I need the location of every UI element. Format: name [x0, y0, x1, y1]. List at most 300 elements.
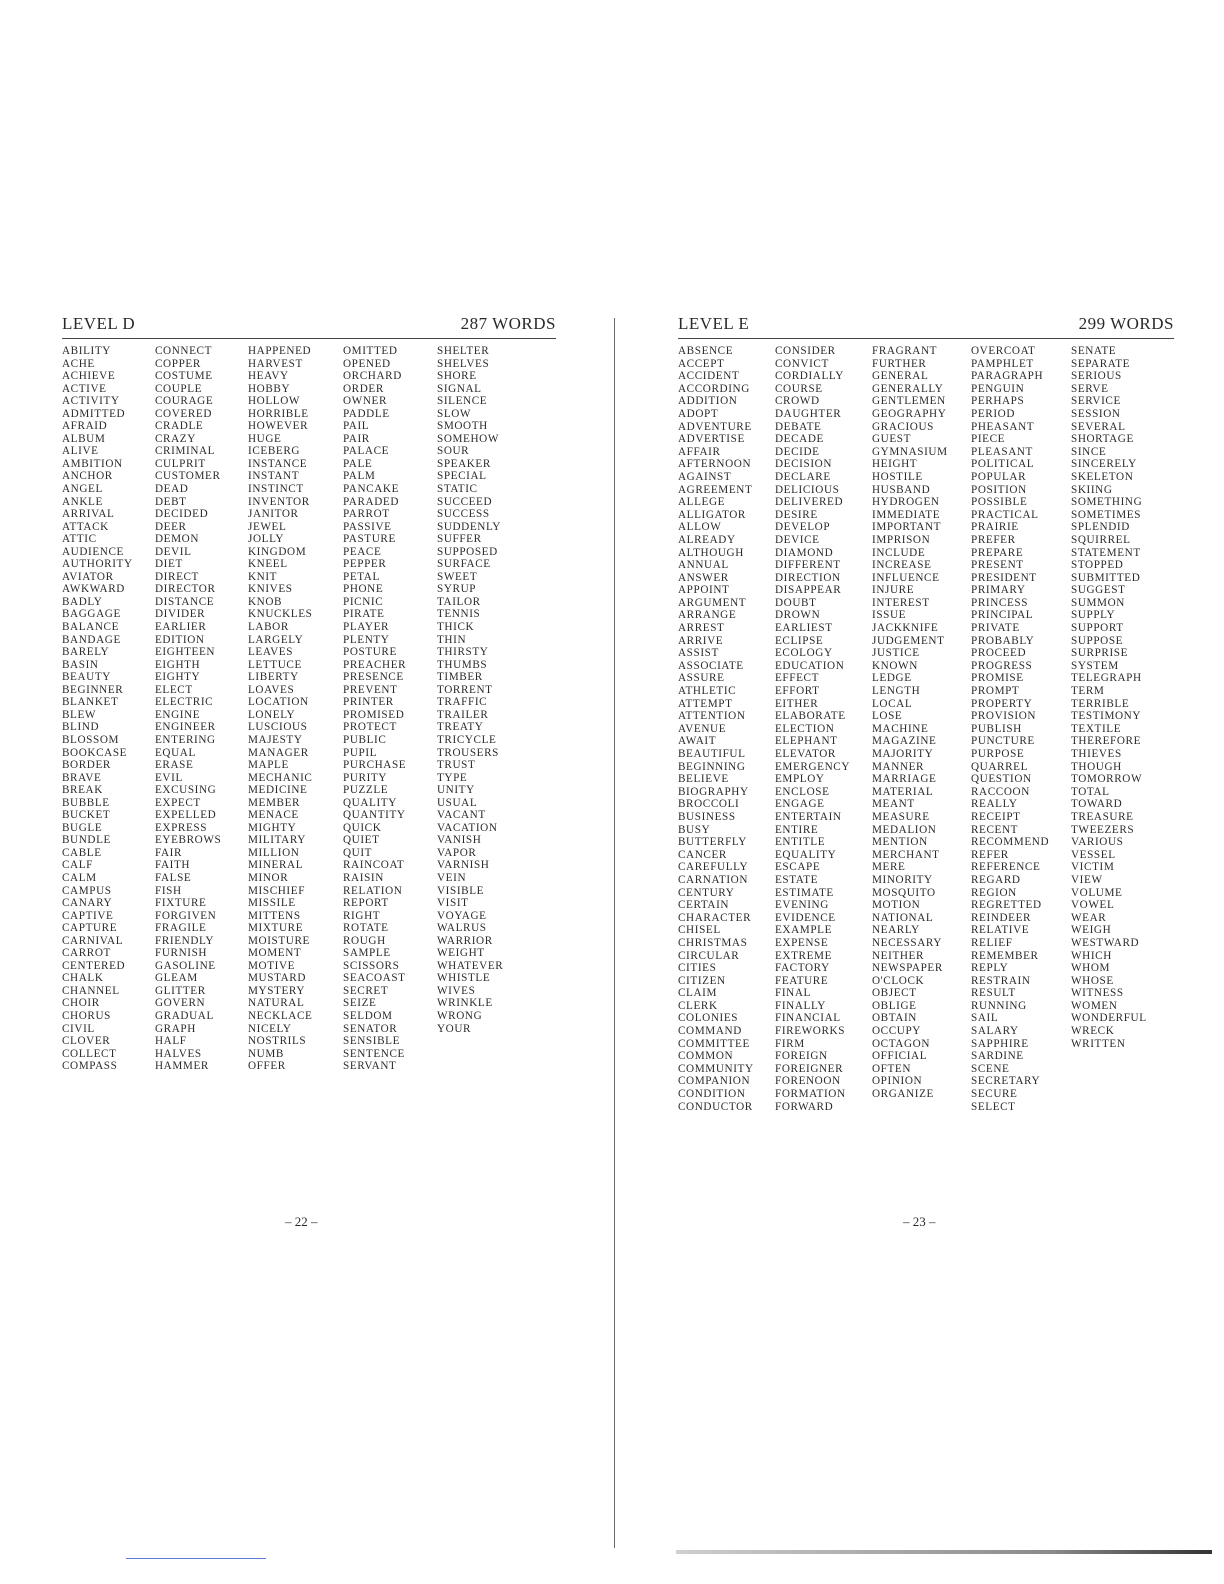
word-entry: WHOSE — [1071, 974, 1114, 987]
word-entry: MEMBER — [248, 796, 301, 809]
word-entry: ALLIGATOR — [678, 508, 746, 521]
word-entry: OFTEN — [872, 1062, 912, 1075]
word-entry: DIRECTOR — [155, 583, 216, 596]
word-entry: HAPPENED — [248, 345, 312, 357]
word-entry: PRINCESS — [971, 596, 1029, 609]
word-entry: DIFFERENT — [775, 559, 841, 572]
word-entry: DIRECT — [155, 570, 199, 583]
word-entry: HALF — [155, 1035, 187, 1048]
word-column — [248, 345, 343, 1073]
word-entry: MEDALION — [872, 823, 937, 836]
word-entry: SERVICE — [1071, 395, 1121, 408]
word-entry: ADVERTISE — [678, 433, 745, 446]
word-entry: BUGLE — [62, 821, 103, 834]
word-entry: ESCAPE — [775, 861, 821, 874]
word-entry: VOWEL — [1071, 899, 1115, 912]
word-entry: MENTION — [872, 836, 928, 849]
word-entry: CHOIR — [62, 997, 100, 1010]
word-entry: MERCHANT — [872, 848, 940, 861]
word-entry: FURNISH — [155, 947, 208, 960]
word-column — [775, 345, 872, 1113]
word-entry: SOUR — [437, 445, 470, 458]
word-entry: PROPERTY — [971, 697, 1033, 710]
word-entry: MILLION — [248, 846, 300, 859]
word-entry: HUSBAND — [872, 483, 931, 496]
word-entry: NUMB — [248, 1047, 284, 1060]
word-entry: KNOB — [248, 595, 283, 608]
word-entry: AVIATOR — [62, 570, 114, 583]
word-entry: FACTORY — [775, 962, 830, 975]
word-entry: MATERIAL — [872, 785, 934, 798]
word-entry: REPLY — [971, 962, 1009, 975]
word-entry: BEAUTIFUL — [678, 748, 746, 760]
word-entry: CONSIDER — [775, 345, 836, 357]
word-entry: DISAPPEAR — [775, 584, 842, 597]
word-entry: CONVICT — [775, 357, 829, 370]
word-entry: INTEREST — [872, 596, 930, 609]
word-entry: GENERAL — [872, 370, 929, 383]
word-entry: SCISSORS — [343, 959, 400, 972]
word-entry: NEARLY — [872, 924, 920, 937]
word-entry: TORRENT — [437, 683, 493, 696]
word-entry: GLEAM — [155, 972, 198, 985]
word-entry: ABILITY — [62, 345, 111, 357]
word-entry: ICEBERG — [248, 445, 301, 458]
word-entry: HOSTILE — [872, 470, 923, 483]
word-entry: MOTIVE — [248, 959, 296, 972]
word-entry: PHEASANT — [971, 420, 1035, 433]
word-entry: TEXTILE — [1071, 722, 1122, 735]
word-entry: PIRATE — [343, 608, 385, 621]
word-entry: MISSILE — [248, 897, 296, 910]
word-entry: ATTACK — [62, 520, 109, 533]
word-entry: AUDIENCE — [62, 545, 124, 558]
word-entry: ESTATE — [775, 873, 819, 886]
word-entry: FURTHER — [872, 357, 927, 370]
scan-edge-shadow — [676, 1550, 1212, 1554]
word-entry: DEVICE — [775, 533, 820, 546]
word-entry: PRIMARY — [971, 584, 1026, 597]
word-entry: OFFER — [248, 1060, 286, 1073]
word-entry: SURPRISE — [1071, 647, 1129, 660]
word-entry: AGAINST — [678, 470, 732, 483]
word-entry: RESULT — [971, 987, 1016, 1000]
word-entry: LUSCIOUS — [248, 721, 308, 734]
word-entry: LOSE — [872, 710, 903, 723]
word-entry: PRESENT — [971, 559, 1024, 572]
word-entry: ARRIVE — [678, 634, 724, 647]
word-entry: CENTERED — [62, 959, 126, 972]
word-entry: TOTAL — [1071, 785, 1110, 798]
word-entry: RELIEF — [971, 936, 1013, 949]
word-entry: FRAGILE — [155, 922, 207, 935]
word-entry: BUSY — [678, 823, 711, 836]
word-entry: MOTION — [872, 899, 921, 912]
word-entry: MAPLE — [248, 759, 289, 772]
word-entry: MANNER — [872, 760, 925, 773]
word-entry: MITTENS — [248, 909, 301, 922]
word-entry: IMMEDIATE — [872, 508, 941, 521]
word-entry: BANDAGE — [62, 633, 121, 646]
word-entry: RECEIPT — [971, 810, 1021, 823]
word-entry: AGREEMENT — [678, 483, 753, 496]
word-entry: DIVIDER — [155, 608, 206, 621]
word-entry: HAMMER — [155, 1060, 209, 1073]
word-entry: COLLECT — [62, 1047, 117, 1060]
word-entry: CHARACTER — [678, 911, 752, 924]
word-entry: DESIRE — [775, 508, 818, 521]
word-entry: ACTIVITY — [62, 395, 120, 408]
word-entry: ELECTION — [775, 722, 835, 735]
word-entry: FRAGRANT — [872, 345, 938, 357]
word-entry: ABSENCE — [678, 345, 734, 357]
word-entry: ATTENTION — [678, 710, 746, 723]
word-entry: SEACOAST — [343, 972, 406, 985]
word-entry: CRIMINAL — [155, 445, 216, 458]
word-entry: ASSURE — [678, 672, 725, 685]
word-entry: ACCEPT — [678, 357, 725, 370]
word-entry: INJURE — [872, 584, 915, 597]
word-entry: ALBUM — [62, 432, 106, 445]
word-entry: INVENTOR — [248, 495, 310, 508]
word-entry: DECLARE — [775, 470, 831, 483]
word-entry: CONDUCTOR — [678, 1100, 753, 1113]
word-entry: INSTANCE — [248, 457, 308, 470]
word-entry: GRADUAL — [155, 1009, 214, 1022]
word-entry: LOCAL — [872, 697, 913, 710]
word-entry: NOSTRILS — [248, 1035, 307, 1048]
word-entry: WONDERFUL — [1071, 1012, 1147, 1025]
word-entry: PRINTER — [343, 696, 394, 709]
word-entry: PICNIC — [343, 595, 384, 608]
word-entry: LOAVES — [248, 683, 295, 696]
word-entry: INSTINCT — [248, 483, 304, 496]
word-entry: SAPPHIRE — [971, 1037, 1029, 1050]
word-entry: GLITTER — [155, 984, 206, 997]
word-entry: SOMETHING — [1071, 496, 1143, 509]
word-entry: JUSTICE — [872, 647, 920, 660]
word-entry: CERTAIN — [678, 899, 730, 912]
word-entry: FALSE — [155, 871, 192, 884]
word-entry: DEMON — [155, 533, 200, 546]
word-entry: SPECIAL — [437, 470, 487, 483]
word-entry: YOUR — [437, 1022, 472, 1035]
word-entry: BEGINNER — [62, 683, 124, 696]
word-entry: DELIVERED — [775, 496, 844, 509]
word-entry: ARREST — [678, 622, 725, 635]
word-entry: OBTAIN — [872, 1012, 917, 1025]
word-entry: POSSIBLE — [971, 496, 1028, 509]
word-entry: BEAUTY — [62, 671, 111, 684]
word-entry: HOLLOW — [248, 395, 301, 408]
word-entry: ATHLETIC — [678, 685, 737, 698]
word-entry: QUALITY — [343, 796, 397, 809]
word-entry: SAMPLE — [343, 947, 391, 960]
word-column — [1071, 345, 1174, 1113]
word-entry: MIXTURE — [248, 922, 304, 935]
word-entry: EXTREME — [775, 949, 833, 962]
word-entry: ERASE — [155, 759, 194, 772]
word-entry: EXPECT — [155, 796, 201, 809]
word-entry: BROCCOLI — [678, 798, 740, 811]
word-entry: GYMNASIUM — [872, 445, 948, 458]
word-entry: FINALLY — [775, 999, 826, 1012]
word-entry: REPORT — [343, 897, 389, 910]
word-entry: ELECT — [155, 683, 193, 696]
word-entry: PAIR — [343, 432, 370, 445]
word-entry: PUBLISH — [971, 722, 1022, 735]
word-entry: BLOSSOM — [62, 733, 120, 746]
word-entry: REGION — [971, 886, 1017, 899]
word-entry: BLEW — [62, 708, 97, 721]
word-entry: ALLEGE — [678, 496, 726, 509]
word-entry: OCCUPY — [872, 1025, 921, 1038]
word-entry: COPPER — [155, 357, 201, 370]
word-entry: NATURAL — [248, 997, 305, 1010]
word-entry: RECENT — [971, 823, 1019, 836]
word-entry: ANGEL — [62, 483, 103, 496]
word-entry: DOUBT — [775, 596, 817, 609]
word-entry: AVENUE — [678, 722, 727, 735]
word-entry: HOWEVER — [248, 420, 309, 433]
word-entry: REALLY — [971, 798, 1018, 811]
word-entry: PAMPHLET — [971, 357, 1034, 370]
word-entry: CAPTURE — [62, 922, 118, 935]
word-entry: SWEET — [437, 570, 478, 583]
word-entry: COMMAND — [678, 1025, 742, 1038]
word-entry: LEDGE — [872, 672, 912, 685]
word-entry: SUMMON — [1071, 596, 1125, 609]
word-entry: CRAZY — [155, 432, 196, 445]
word-entry: PROGRESS — [971, 659, 1033, 672]
word-entry: CHRISTMAS — [678, 936, 748, 949]
word-entry: EXPENSE — [775, 936, 829, 949]
word-entry: ALTHOUGH — [678, 546, 744, 559]
word-entry: PENGUIN — [971, 382, 1025, 395]
word-entry: KNIVES — [248, 583, 293, 596]
word-entry: FOREIGNER — [775, 1062, 844, 1075]
word-entry: BIOGRAPHY — [678, 785, 749, 798]
word-entry: WRINKLE — [437, 997, 493, 1010]
word-entry: RUNNING — [971, 999, 1027, 1012]
word-entry: JEWEL — [248, 520, 287, 533]
word-entry: STATIC — [437, 483, 478, 496]
word-entry: ALIVE — [62, 445, 99, 458]
word-entry: BLANKET — [62, 696, 119, 709]
word-entry: COMPASS — [62, 1060, 118, 1073]
word-entry: RESTRAIN — [971, 974, 1031, 987]
word-entry: ORGANIZE — [872, 1088, 934, 1101]
word-entry: PURITY — [343, 771, 388, 784]
word-entry: ENCLOSE — [775, 785, 830, 798]
word-entry: HALVES — [155, 1047, 202, 1060]
word-entry: CROWD — [775, 395, 820, 408]
word-entry: FEATURE — [775, 974, 829, 987]
word-entry: THIEVES — [1071, 748, 1122, 760]
word-entry: EXAMPLE — [775, 924, 833, 937]
word-entry: FRIENDLY — [155, 934, 214, 947]
word-entry: MUSTARD — [248, 972, 307, 985]
word-entry: PARROT — [343, 508, 390, 521]
word-entry: QUANTITY — [343, 809, 406, 822]
word-entry: PUBLIC — [343, 733, 387, 746]
word-entry: CANARY — [62, 897, 113, 910]
word-entry: STATEMENT — [1071, 546, 1141, 559]
word-entry: TESTIMONY — [1071, 710, 1142, 723]
word-entry: PRAIRIE — [971, 521, 1019, 534]
word-entry: CARROT — [62, 947, 111, 960]
word-entry: SENATE — [1071, 345, 1117, 357]
word-entry: FORWARD — [775, 1100, 834, 1113]
word-entry: PREVENT — [343, 683, 398, 696]
word-entry: LEAVES — [248, 646, 294, 659]
word-entry: WHOM — [1071, 962, 1111, 975]
word-entry: RAISIN — [343, 871, 384, 884]
word-entry: ROUGH — [343, 934, 386, 947]
word-entry: SMOOTH — [437, 420, 488, 433]
word-entry: CENTURY — [678, 886, 735, 899]
word-entry: INSTANT — [248, 470, 300, 483]
word-entry: PALACE — [343, 445, 390, 458]
word-entry: SHELVES — [437, 357, 490, 370]
word-entry: PROMISE — [971, 672, 1024, 685]
word-entry: MOMENT — [248, 947, 302, 960]
word-entry: ROTATE — [343, 922, 389, 935]
word-entry: PROCEED — [971, 647, 1027, 660]
word-entry: ARRIVAL — [62, 508, 115, 521]
word-entry: TWEEZERS — [1071, 823, 1135, 836]
word-entry: SPEAKER — [437, 457, 491, 470]
word-entry: ACHIEVE — [62, 370, 116, 383]
word-entry: PRINCIPAL — [971, 609, 1034, 622]
word-entry: ENTERTAIN — [775, 810, 842, 823]
blue-underline-mark — [126, 1558, 266, 1559]
word-entry: SUBMITTED — [1071, 571, 1141, 584]
word-entry: RELATION — [343, 884, 403, 897]
word-entry: LABOR — [248, 621, 289, 634]
word-entry: HEAVY — [248, 370, 289, 383]
word-entry: ACCORDING — [678, 382, 750, 395]
word-entry: CIRCULAR — [678, 949, 740, 962]
word-entry: O'CLOCK — [872, 974, 925, 987]
word-entry: SQUIRREL — [1071, 533, 1131, 546]
word-entry: WEIGH — [1071, 924, 1112, 937]
word-entry: KNUCKLES — [248, 608, 313, 621]
word-entry: TERM — [1071, 685, 1105, 698]
word-entry: PURCHASE — [343, 759, 407, 772]
word-entry: CRADLE — [155, 420, 204, 433]
word-entry: TRUST — [437, 759, 476, 772]
word-entry: MIGHTY — [248, 821, 297, 834]
word-entry: OCTAGON — [872, 1037, 930, 1050]
word-entry: MINERAL — [248, 859, 304, 872]
word-entry: SENTENCE — [343, 1047, 405, 1060]
word-entry: ENTITLE — [775, 836, 826, 849]
word-entry: WEAR — [1071, 911, 1107, 924]
word-entry: MISCHIEF — [248, 884, 306, 897]
word-entry: ATTEMPT — [678, 697, 733, 710]
word-entry: OPENED — [343, 357, 391, 370]
word-entry: KNIT — [248, 570, 278, 583]
word-entry: BEGINNING — [678, 760, 746, 773]
word-entry: FAIR — [155, 846, 183, 859]
word-entry: SEPARATE — [1071, 357, 1131, 370]
word-entry: EDITION — [155, 633, 205, 646]
gutter-divider — [614, 318, 615, 1548]
word-entry: MEASURE — [872, 810, 930, 823]
word-entry: TREATY — [437, 721, 484, 734]
word-entry: EQUAL — [155, 746, 196, 759]
word-entry: COLONIES — [678, 1012, 739, 1025]
word-entry: EMERGENCY — [775, 760, 851, 773]
word-entry: POPULAR — [971, 470, 1027, 483]
word-entry: BUTTERFLY — [678, 836, 747, 849]
level-title: LEVEL E — [678, 314, 750, 333]
word-entry: POSITION — [971, 483, 1027, 496]
word-entry: EMPLOY — [775, 773, 825, 786]
word-entry: PEPPER — [343, 558, 387, 571]
word-entry: SKIING — [1071, 483, 1113, 496]
word-entry: ACTIVE — [62, 382, 107, 395]
word-entry: DIAMOND — [775, 546, 834, 559]
word-entry: BORDER — [62, 759, 111, 772]
word-entry: DEVELOP — [775, 521, 831, 534]
word-entry: MAJESTY — [248, 733, 303, 746]
word-entry: SOMEHOW — [437, 432, 500, 445]
word-entry: AWAIT — [678, 735, 717, 748]
word-entry: DEVIL — [155, 545, 192, 558]
word-entry: TRICYCLE — [437, 733, 497, 746]
word-entry: OPINION — [872, 1075, 923, 1088]
word-entry: FINANCIAL — [775, 1012, 841, 1025]
word-entry: CULPRIT — [155, 457, 206, 470]
word-column — [971, 345, 1071, 1113]
word-entry: FIREWORKS — [775, 1025, 846, 1038]
word-entry: WARRIOR — [437, 934, 493, 947]
word-entry: IMPRISON — [872, 533, 931, 546]
word-entry: TRAFFIC — [437, 696, 488, 709]
word-entry: PHONE — [343, 583, 384, 596]
word-entry: SERIOUS — [1071, 370, 1122, 383]
word-entry: SECURE — [971, 1088, 1018, 1101]
word-entry: POLITICAL — [971, 458, 1035, 471]
word-entry: SOMETIMES — [1071, 508, 1142, 521]
word-entry: DEER — [155, 520, 187, 533]
word-entry: WITNESS — [1071, 987, 1124, 1000]
word-entry: EQUALITY — [775, 848, 837, 861]
word-entry: SYSTEM — [1071, 659, 1119, 672]
word-entry: MEANT — [872, 798, 915, 811]
word-entry: VARNISH — [437, 859, 490, 872]
word-entry: TENNIS — [437, 608, 481, 621]
word-entry: NEITHER — [872, 949, 925, 962]
word-entry: PANCAKE — [343, 483, 400, 496]
word-entry: TOWARD — [1071, 798, 1123, 811]
word-entry: PROMISED — [343, 708, 405, 721]
left-page — [62, 312, 556, 1073]
word-entry: PAIL — [343, 420, 370, 433]
word-entry: PURPOSE — [971, 748, 1025, 760]
word-entry: CITIZEN — [678, 974, 726, 987]
word-entry: LIBERTY — [248, 671, 299, 684]
word-entry: THUMBS — [437, 658, 488, 671]
word-entry: VOYAGE — [437, 909, 487, 922]
word-column — [872, 345, 971, 1113]
word-entry: GEOGRAPHY — [872, 407, 947, 420]
word-entry: SINCERELY — [1071, 458, 1137, 471]
word-entry: JACKKNIFE — [872, 622, 939, 635]
word-entry: INFLUENCE — [872, 571, 940, 584]
